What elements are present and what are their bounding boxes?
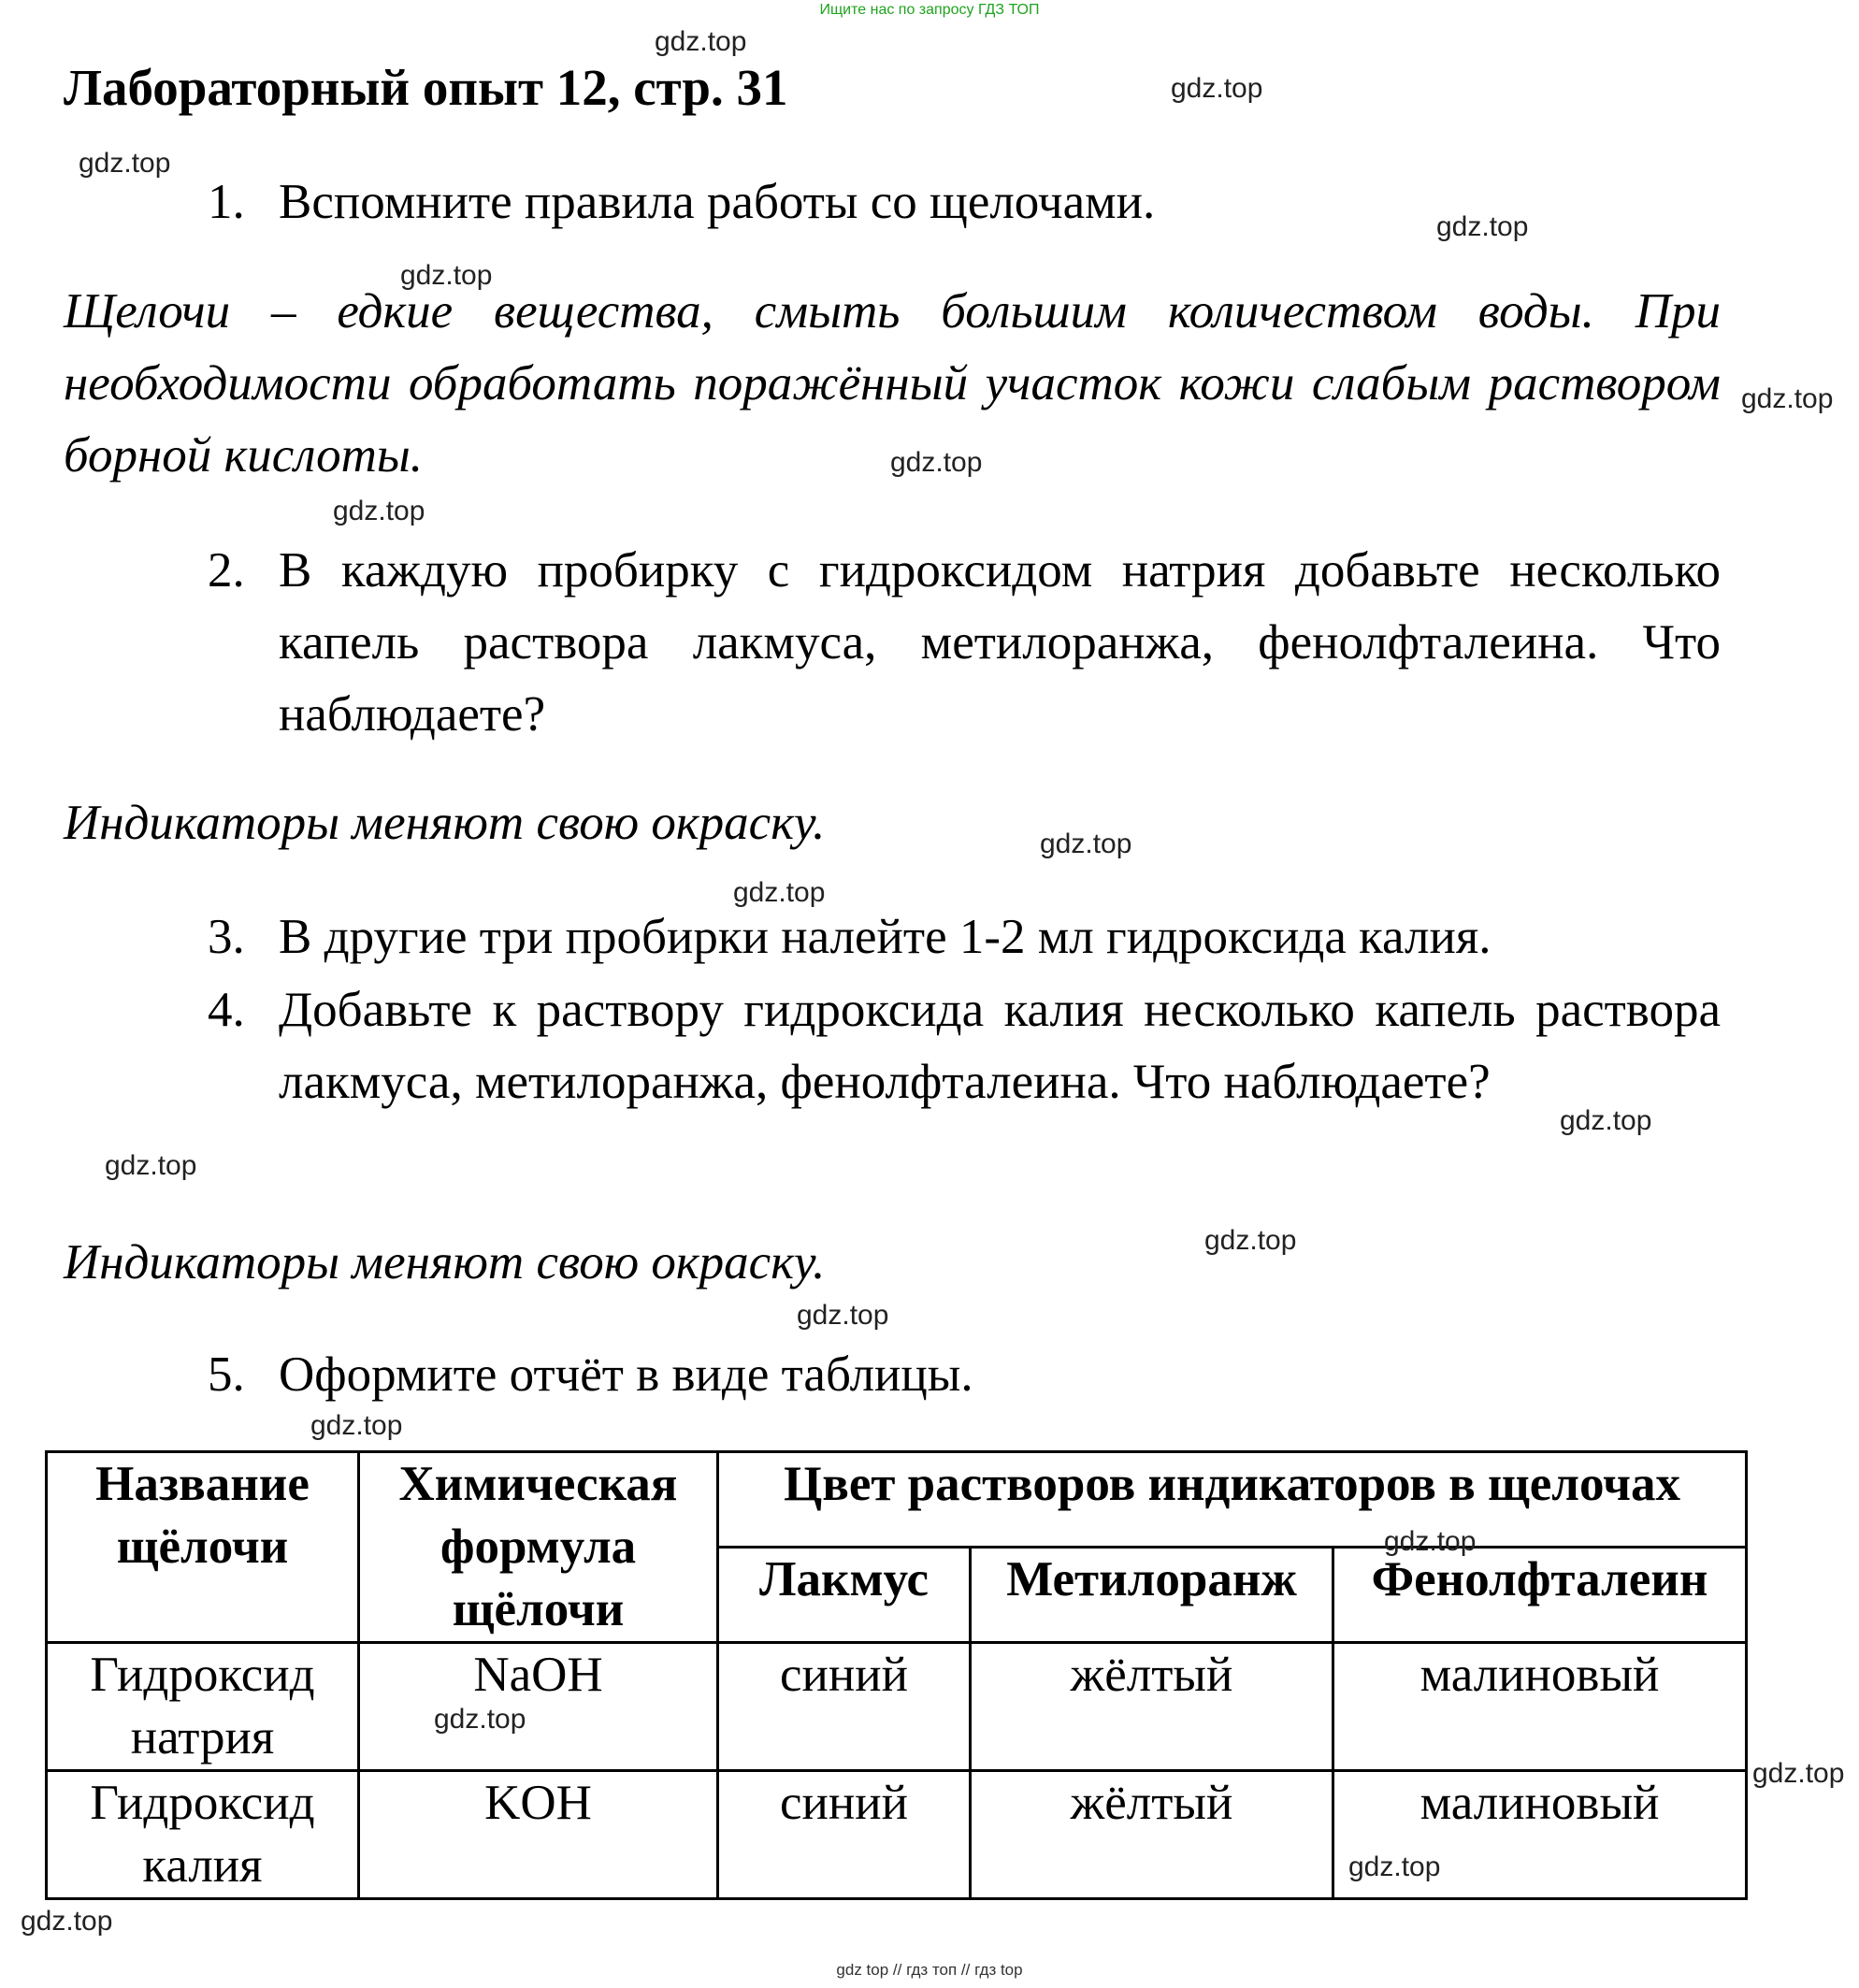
- table-row: [47, 1771, 1747, 1899]
- footer-watermark: gdz top // гдз топ // гдз top: [836, 1961, 1023, 1979]
- cell-litmus: синий: [718, 1643, 971, 1771]
- step-text: Вспомните правила работы со щелочами.: [279, 175, 1156, 229]
- cell-name: Гидроксид натрия: [47, 1643, 359, 1771]
- watermark: gdz.top: [1171, 73, 1263, 104]
- step-text: Оформите отчёт в виде таблицы.: [279, 1347, 973, 1402]
- cell-methyl-orange: жёлтый: [971, 1643, 1333, 1771]
- header-indicator-colors: Цвет растворов индикаторов в щелочах: [718, 1452, 1747, 1548]
- header-phenolphthalein: Фенолфталеин: [1333, 1548, 1747, 1643]
- watermark: gdz.top: [1752, 1758, 1845, 1789]
- step-text: В другие три пробирки налейте 1-2 мл гидроксида калия.: [279, 910, 1492, 964]
- report-table: [45, 1450, 1748, 1900]
- watermark: gdz.top: [434, 1704, 526, 1735]
- watermark: gdz.top: [21, 1906, 113, 1937]
- step-number: 5.: [208, 1347, 245, 1402]
- cell-name: Гидроксид калия: [47, 1771, 359, 1899]
- watermark: gdz.top: [1348, 1851, 1441, 1882]
- watermark: gdz.top: [1560, 1105, 1652, 1136]
- watermark: gdz.top: [797, 1300, 889, 1331]
- watermark: gdz.top: [1741, 383, 1834, 414]
- header-litmus: Лакмус: [718, 1548, 971, 1643]
- cell-phenolphthalein: малиновый: [1333, 1771, 1747, 1899]
- cell-formula: NaOH: [359, 1643, 718, 1771]
- watermark: gdz.top: [1204, 1225, 1297, 1256]
- watermark: gdz.top: [733, 877, 826, 908]
- watermark: gdz.top: [655, 26, 747, 57]
- watermark: gdz.top: [310, 1410, 403, 1441]
- answer-text: Индикаторы меняют свою окраску.: [64, 1235, 826, 1289]
- watermark: gdz.top: [1384, 1526, 1477, 1557]
- search-banner: Ищите нас по запросу ГДЗ ТОП: [819, 2, 1040, 18]
- step-number: 3.: [208, 910, 245, 964]
- cell-litmus: синий: [718, 1771, 971, 1899]
- step-number: 1.: [208, 175, 245, 229]
- table-row: [47, 1643, 1747, 1771]
- watermark: gdz.top: [105, 1150, 197, 1181]
- step-number: 2.: [208, 543, 245, 598]
- step-text: В каждую пробирку с гидроксидом натрия добавьте несколько капель раствора лакмуса, метилоранжа, фенолфталеина. Что наблюдаете?: [279, 543, 1721, 742]
- step-text: Добавьте к раствору гидроксида калия несколько капель раствора лакмуса, метилоранжа, фенолфталеина. Что наблюдаете?: [279, 983, 1721, 1109]
- header-formula: Химическая формула щёлочи: [359, 1452, 718, 1643]
- header-name: Название щёлочи: [47, 1452, 359, 1643]
- answer-text: Индикаторы меняют свою окраску.: [64, 796, 826, 850]
- cell-formula: KOH: [359, 1771, 718, 1899]
- cell-methyl-orange: жёлтый: [971, 1771, 1333, 1899]
- watermark: gdz.top: [890, 447, 983, 478]
- watermark: gdz.top: [333, 496, 425, 526]
- answer-text: Щелочи – едкие вещества, смыть большим количеством воды. При необходимости обработать поражённый участок кожи слабым раствором борной кислоты.: [64, 284, 1721, 483]
- watermark: gdz.top: [1436, 211, 1529, 242]
- header-methyl-orange: Метилоранж: [971, 1548, 1333, 1643]
- step-number: 4.: [208, 983, 245, 1037]
- cell-phenolphthalein: малиновый: [1333, 1643, 1747, 1771]
- watermark: gdz.top: [79, 148, 171, 179]
- watermark: gdz.top: [400, 260, 493, 291]
- page-title: Лабораторный опыт 12, стр. 31: [64, 59, 788, 116]
- watermark: gdz.top: [1040, 828, 1132, 859]
